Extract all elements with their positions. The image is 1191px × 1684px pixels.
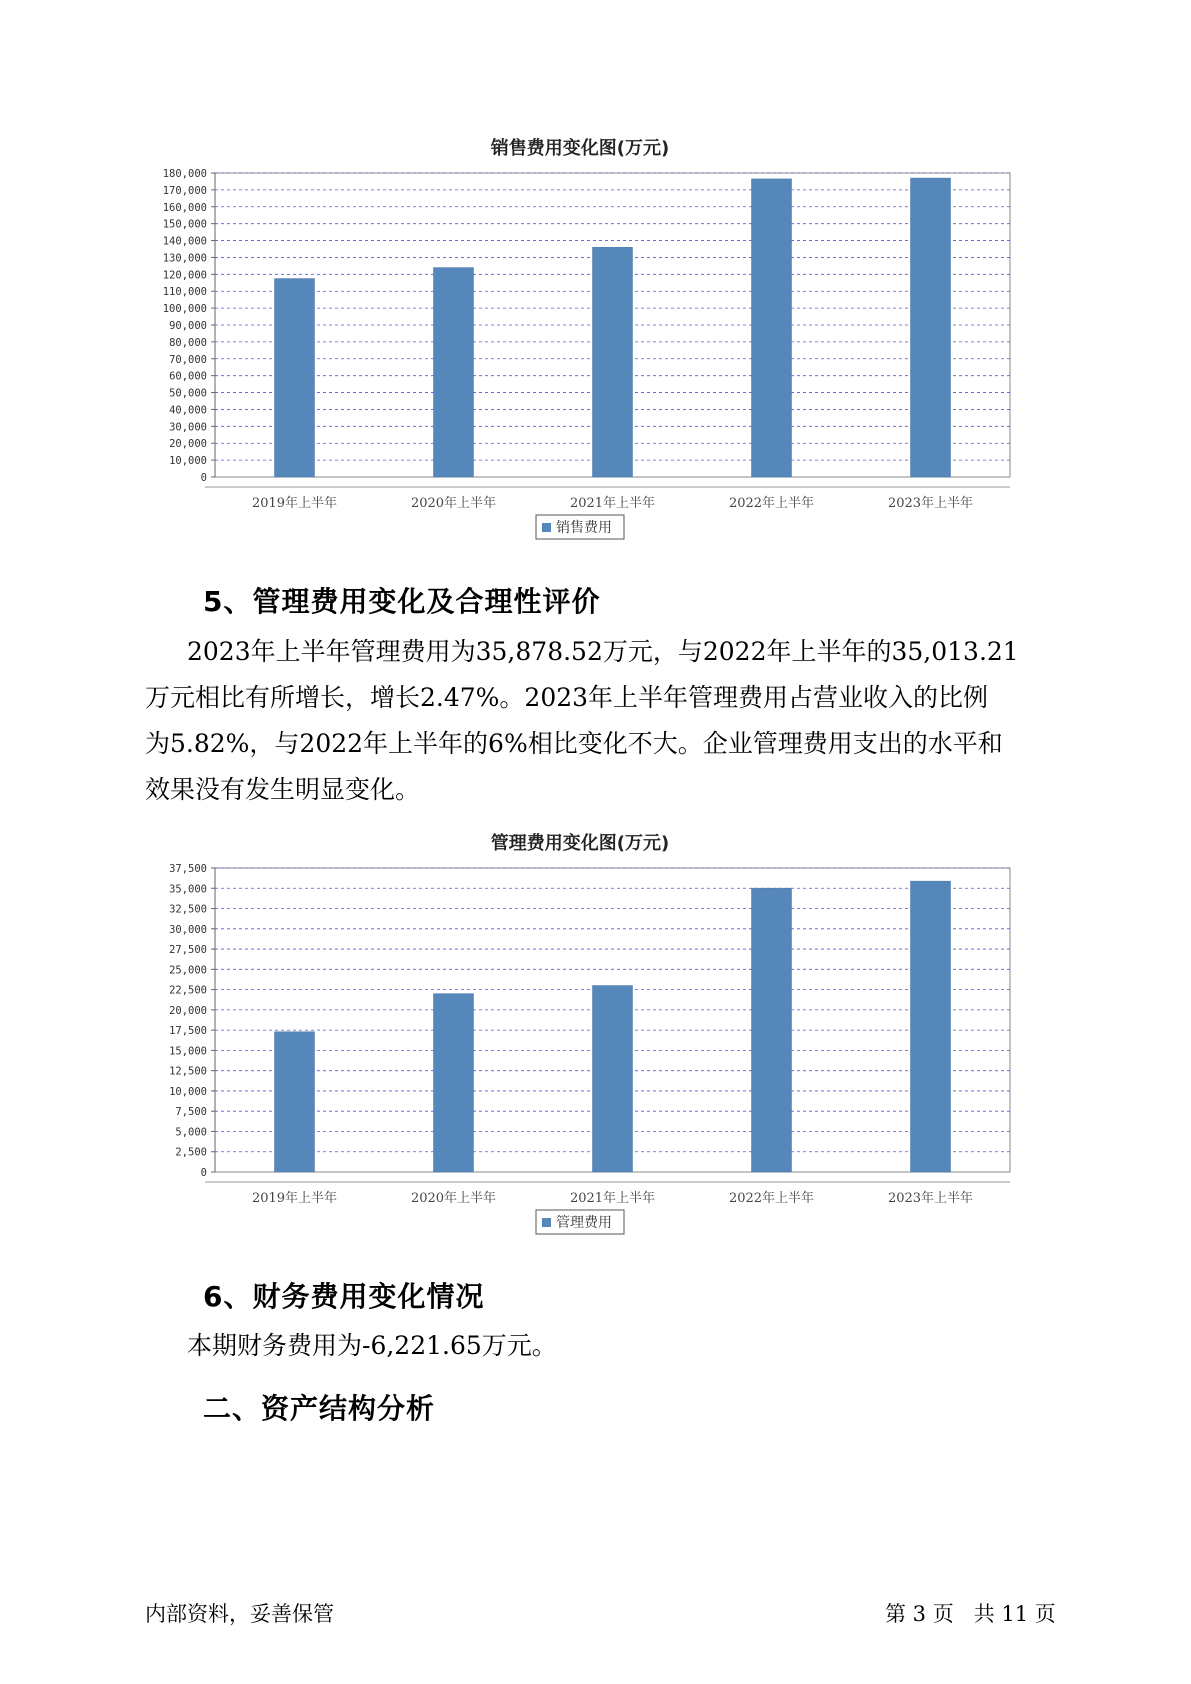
y-tick-label: 110,000 (162, 286, 207, 299)
footer-left: 内部资料，妥善保管 (145, 1602, 334, 1626)
section-5-paragraph (145, 629, 1065, 813)
y-tick-label: 30,000 (169, 421, 207, 434)
bar (434, 994, 474, 1172)
chart-title: 管理费用变化图(万元) (490, 833, 670, 854)
y-tick-label: 40,000 (169, 404, 207, 417)
y-tick-label: 2,500 (175, 1146, 207, 1159)
x-tick-label: 2022年上半年 (728, 1191, 815, 1206)
y-tick-label: 140,000 (162, 235, 207, 248)
y-tick-label: 70,000 (169, 353, 207, 366)
y-tick-label: 180,000 (162, 168, 207, 180)
bar (593, 986, 633, 1172)
y-tick-label: 100,000 (162, 303, 207, 316)
bar (911, 178, 951, 477)
y-tick-label: 10,000 (169, 1085, 207, 1098)
y-tick-label: 15,000 (169, 1045, 207, 1058)
y-tick-label: 5,000 (175, 1126, 207, 1139)
section-6-paragraph: 本期财务费用为-6,221.65万元。 (187, 1331, 557, 1360)
y-tick-label: 130,000 (162, 252, 207, 265)
x-tick-label: 2022年上半年 (728, 496, 815, 511)
x-tick-label: 2023年上半年 (887, 1191, 974, 1206)
bar (593, 247, 633, 477)
x-tick-label: 2021年上半年 (569, 1191, 656, 1206)
y-tick-label: 20,000 (169, 1004, 207, 1017)
bar (275, 1032, 315, 1172)
y-tick-label: 20,000 (169, 438, 207, 451)
y-tick-label: 0 (200, 1167, 207, 1179)
footer-page-number: 第 3 页 共 11 页 (885, 1602, 1056, 1626)
legend-swatch (542, 1218, 551, 1227)
y-tick-label: 0 (200, 472, 207, 484)
legend-label: 管理费用 (556, 1215, 612, 1231)
x-tick-label: 2023年上半年 (887, 496, 974, 511)
bar (434, 268, 474, 477)
x-tick-label: 2020年上半年 (410, 1191, 497, 1206)
admin-expense-chart-svg (140, 825, 1020, 1245)
sales-expense-chart (140, 130, 1020, 550)
legend-swatch (542, 523, 551, 532)
bar (752, 888, 792, 1172)
x-tick-label: 2020年上半年 (410, 496, 497, 511)
admin-expense-chart (140, 825, 1020, 1245)
section-two-heading: 二、资产结构分析 (203, 1392, 436, 1425)
y-tick-label: 37,500 (169, 863, 207, 875)
sales-expense-chart-svg (140, 130, 1020, 550)
section-5-heading: 5、管理费用变化及合理性评价 (203, 585, 601, 618)
y-tick-label: 22,500 (169, 984, 207, 997)
x-tick-label: 2019年上半年 (251, 496, 338, 511)
bar (911, 881, 951, 1172)
y-tick-label: 160,000 (162, 201, 207, 214)
y-tick-label: 50,000 (169, 387, 207, 400)
y-tick-label: 35,000 (169, 883, 207, 896)
legend-label: 销售费用 (556, 520, 612, 536)
y-tick-label: 30,000 (169, 923, 207, 936)
y-tick-label: 60,000 (169, 370, 207, 383)
paragraph-line: 效果没有发生明显变化。 (145, 775, 421, 804)
y-tick-label: 170,000 (162, 184, 207, 197)
y-tick-label: 25,000 (169, 964, 207, 977)
y-tick-label: 10,000 (169, 455, 207, 468)
paragraph-line: 2023年上半年管理费用为35,878.52万元，与2022年上半年的35,013.21 (187, 637, 1019, 666)
y-tick-label: 120,000 (162, 269, 207, 282)
section-6-heading: 6、财务费用变化情况 (203, 1280, 485, 1313)
y-tick-label: 12,500 (169, 1065, 207, 1078)
y-tick-label: 150,000 (162, 218, 207, 231)
x-tick-label: 2019年上半年 (251, 1191, 338, 1206)
y-tick-label: 7,500 (175, 1106, 207, 1119)
y-tick-label: 80,000 (169, 336, 207, 349)
paragraph-line: 万元相比有所增长，增长2.47%。2023年上半年管理费用占营业收入的比例 (145, 683, 989, 712)
paragraph-line: 为5.82%，与2022年上半年的6%相比变化不大。企业管理费用支出的水平和 (145, 729, 1003, 758)
y-tick-label: 27,500 (169, 944, 207, 957)
bar (752, 179, 792, 477)
x-tick-label: 2021年上半年 (569, 496, 656, 511)
chart-title: 销售费用变化图(万元) (490, 138, 670, 159)
bar (275, 279, 315, 477)
y-tick-label: 90,000 (169, 320, 207, 332)
y-tick-label: 17,500 (169, 1025, 207, 1038)
y-tick-label: 32,500 (169, 903, 207, 916)
